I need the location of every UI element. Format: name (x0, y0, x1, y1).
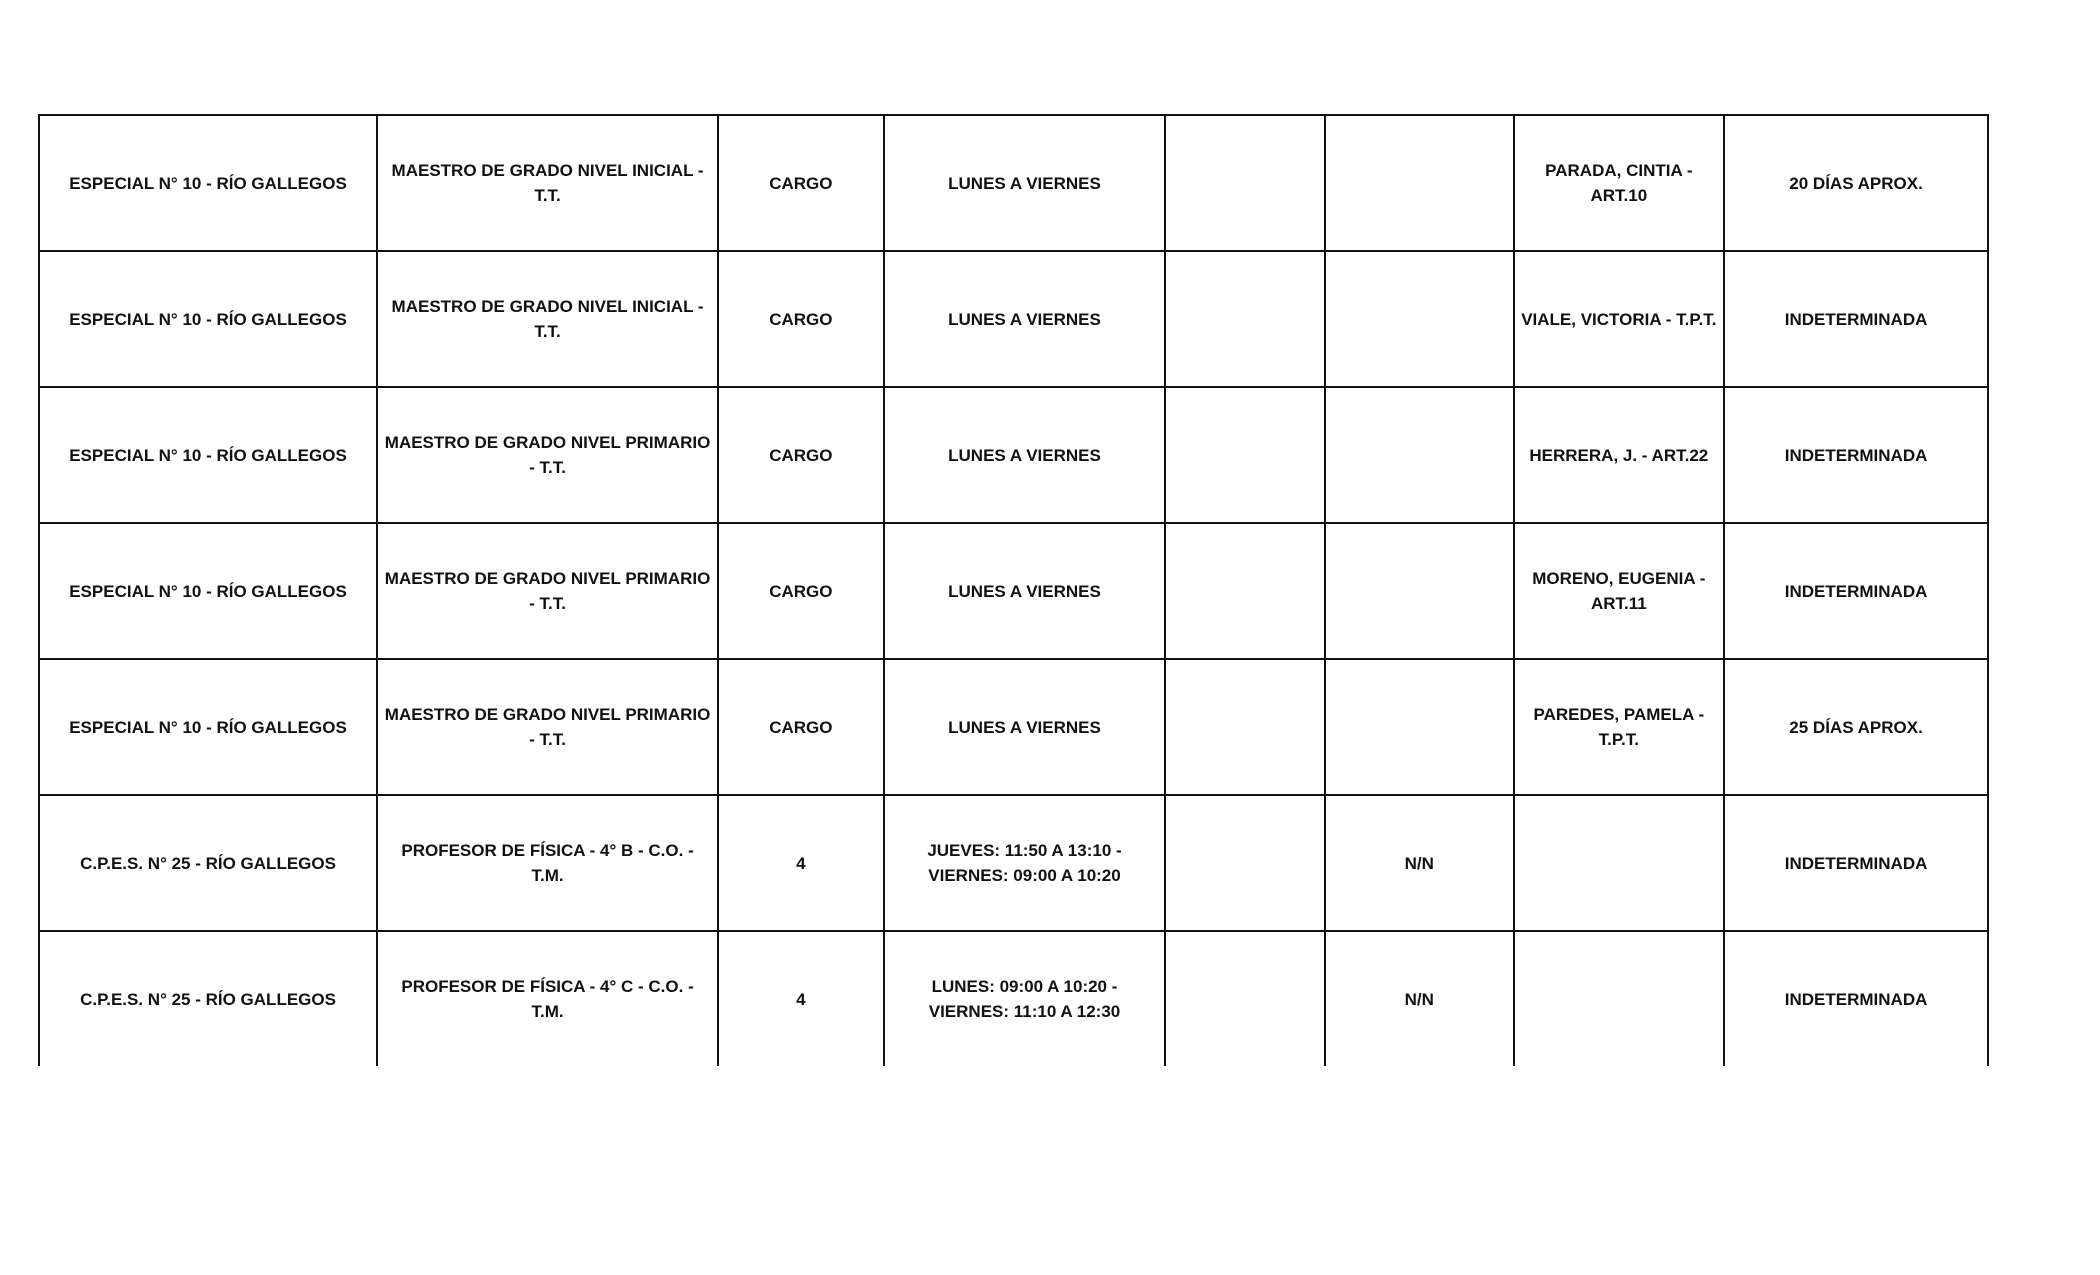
schedule-cell: LUNES A VIERNES (884, 659, 1166, 795)
empty-cell (1165, 115, 1324, 251)
school-cell: C.P.E.S. N° 25 - RÍO GALLEGOS (39, 795, 377, 931)
holder-cell (1325, 115, 1514, 251)
schedule-cell: LUNES A VIERNES (884, 115, 1166, 251)
school-cell: ESPECIAL N° 10 - RÍO GALLEGOS (39, 659, 377, 795)
hours-cell: CARGO (718, 523, 884, 659)
replacement-cell: PARADA, CINTIA - ART.10 (1514, 115, 1725, 251)
schedule-cell: LUNES: 09:00 A 10:20 - VIERNES: 11:10 A 12:30 (884, 931, 1166, 1066)
duration-cell: INDETERMINADA (1724, 795, 1988, 931)
duration-cell: 20 DÍAS APROX. (1724, 115, 1988, 251)
holder-cell (1325, 659, 1514, 795)
holder-cell (1325, 523, 1514, 659)
empty-cell (1165, 251, 1324, 387)
schedule-cell: LUNES A VIERNES (884, 523, 1166, 659)
holder-cell: N/N (1325, 795, 1514, 931)
duration-cell: INDETERMINADA (1724, 251, 1988, 387)
replacement-cell: MORENO, EUGENIA - ART.11 (1514, 523, 1725, 659)
hours-cell: 4 (718, 795, 884, 931)
school-cell: ESPECIAL N° 10 - RÍO GALLEGOS (39, 115, 377, 251)
replacement-cell: HERRERA, J. - ART.22 (1514, 387, 1725, 523)
position-cell: MAESTRO DE GRADO NIVEL PRIMARIO - T.T. (377, 523, 718, 659)
replacement-cell (1514, 795, 1725, 931)
school-cell: ESPECIAL N° 10 - RÍO GALLEGOS (39, 387, 377, 523)
replacement-cell: PAREDES, PAMELA - T.P.T. (1514, 659, 1725, 795)
spreadsheet-page (38, 114, 1991, 1082)
table-row (39, 387, 1988, 523)
schedule-cell: LUNES A VIERNES (884, 387, 1166, 523)
schedule-cell: JUEVES: 11:50 A 13:10 - VIERNES: 09:00 A 10:20 (884, 795, 1166, 931)
table-row (39, 659, 1988, 795)
replacement-cell (1514, 931, 1725, 1066)
position-cell: MAESTRO DE GRADO NIVEL INICIAL - T.T. (377, 115, 718, 251)
school-cell: ESPECIAL N° 10 - RÍO GALLEGOS (39, 523, 377, 659)
position-cell: PROFESOR DE FÍSICA - 4° C - C.O. - T.M. (377, 931, 718, 1066)
duration-cell: 25 DÍAS APROX. (1724, 659, 1988, 795)
table-row (39, 251, 1988, 387)
hours-cell: CARGO (718, 659, 884, 795)
duration-cell: INDETERMINADA (1724, 931, 1988, 1066)
empty-cell (1165, 523, 1324, 659)
table-row (39, 795, 1988, 931)
position-cell: MAESTRO DE GRADO NIVEL PRIMARIO - T.T. (377, 659, 718, 795)
hours-cell: CARGO (718, 115, 884, 251)
holder-cell (1325, 387, 1514, 523)
table-row (39, 523, 1988, 659)
position-cell: MAESTRO DE GRADO NIVEL INICIAL - T.T. (377, 251, 718, 387)
duration-cell: INDETERMINADA (1724, 523, 1988, 659)
duration-cell: INDETERMINADA (1724, 387, 1988, 523)
empty-cell (1165, 659, 1324, 795)
replacement-cell: VIALE, VICTORIA - T.P.T. (1514, 251, 1725, 387)
hours-cell: 4 (718, 931, 884, 1066)
holder-cell: N/N (1325, 931, 1514, 1066)
holder-cell (1325, 251, 1514, 387)
empty-cell (1165, 795, 1324, 931)
position-cell: PROFESOR DE FÍSICA - 4° B - C.O. - T.M. (377, 795, 718, 931)
position-cell: MAESTRO DE GRADO NIVEL PRIMARIO - T.T. (377, 387, 718, 523)
table-row (39, 931, 1988, 1066)
empty-cell (1165, 931, 1324, 1066)
hours-cell: CARGO (718, 387, 884, 523)
school-cell: ESPECIAL N° 10 - RÍO GALLEGOS (39, 251, 377, 387)
empty-cell (1165, 387, 1324, 523)
table-row (39, 115, 1988, 251)
schedule-cell: LUNES A VIERNES (884, 251, 1166, 387)
hours-cell: CARGO (718, 251, 884, 387)
vacancy-table (38, 114, 1989, 1066)
school-cell: C.P.E.S. N° 25 - RÍO GALLEGOS (39, 931, 377, 1066)
